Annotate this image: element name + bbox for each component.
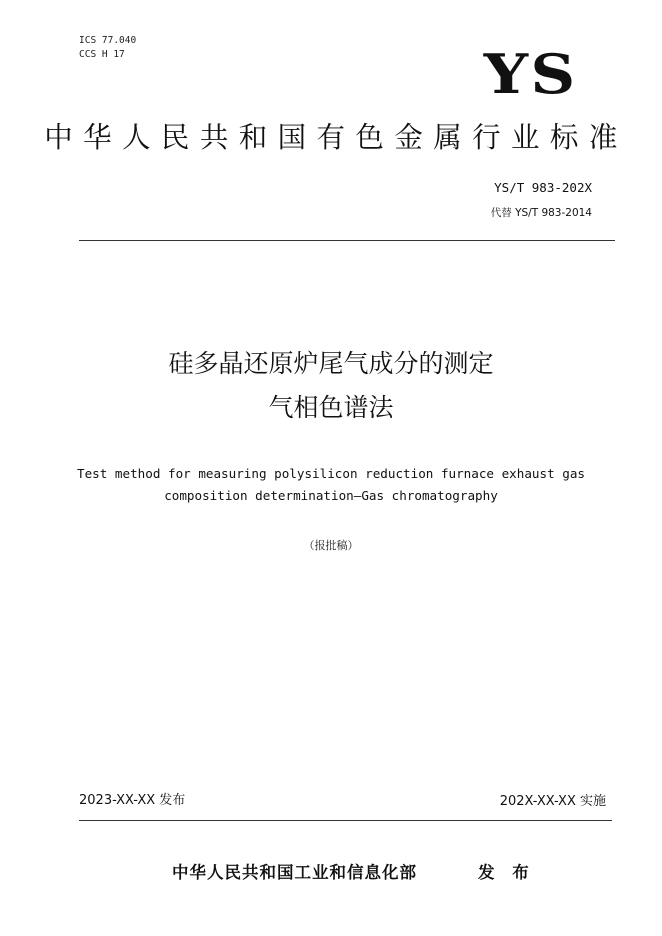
publish-label: 发 布 [478,863,535,882]
issue-date: 2023-XX-XX 发布 [79,793,186,808]
document-title-en-line2: composition determination—Gas chromatography [164,488,498,503]
draft-status: （报批稿） [303,539,359,552]
document-title-cn-line2: 气相色谱法 [268,393,394,422]
publisher: 中华人民共和国工业和信息化部 [172,863,417,882]
document-title-en [0,463,662,507]
standard-category-title: 中华人民共和国有色金属行业标准 [44,121,628,154]
standard-number: YS/T 983-202X [494,180,592,195]
header-divider [79,240,615,241]
ics-code: ICS 77.040 [79,35,137,46]
ccs-code: CCS H 17 [79,49,125,60]
classification-codes [79,34,136,62]
document-title-en-line1: Test method for measuring polysilicon reduction furnace exhaust gas [77,466,585,481]
ys-logo: YS [484,42,578,106]
document-title-cn-line1: 硅多晶还原炉尾气成分的测定 [168,349,494,378]
footer-divider [79,820,612,821]
replaces-standard: 代替 YS/T 983-2014 [490,207,592,219]
implementation-date: 202X-XX-XX 实施 [499,794,606,809]
